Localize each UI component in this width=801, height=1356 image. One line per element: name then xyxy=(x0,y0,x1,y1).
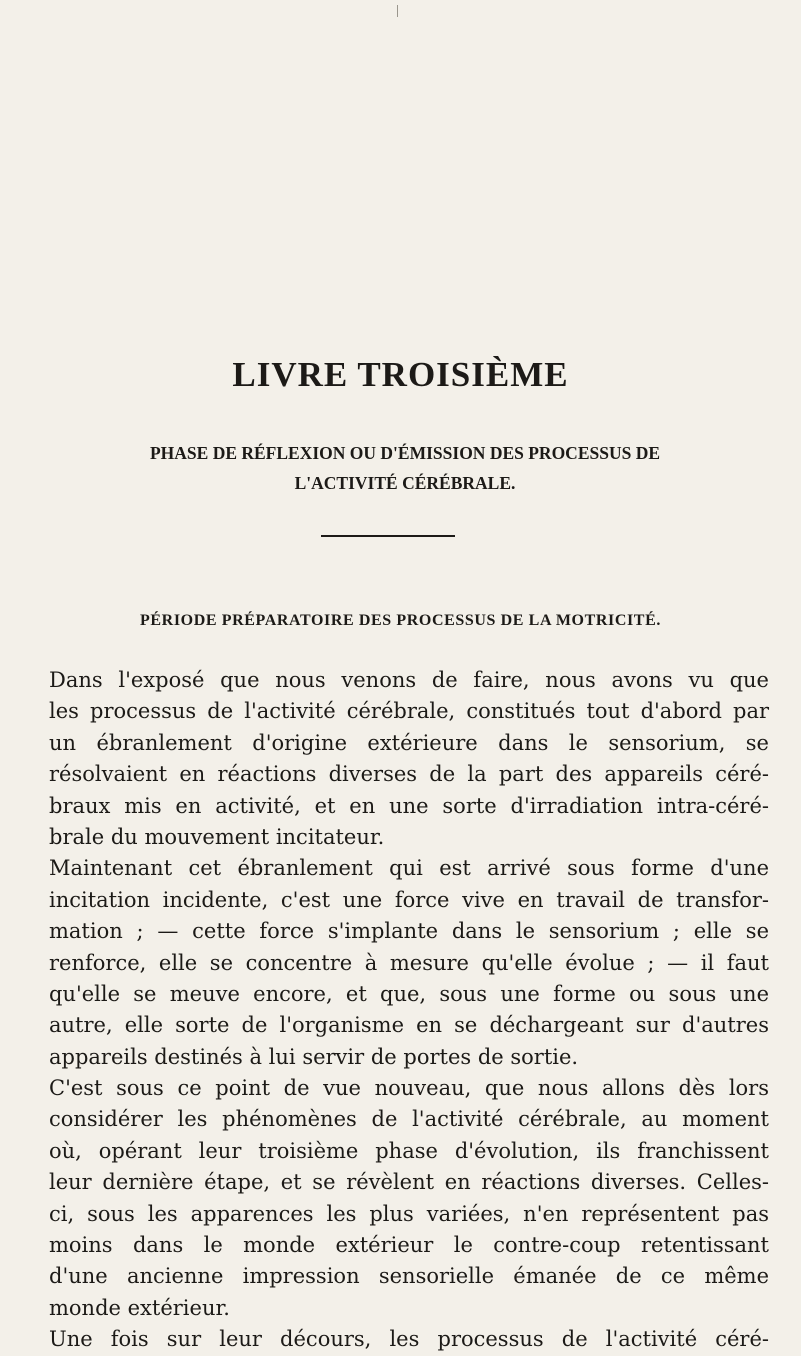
book-title: LIVRE TROISIÈME xyxy=(232,355,569,394)
text-line: où, opérant leur troisième phase d'évolution, ils franchissent xyxy=(49,1138,769,1163)
text-line: Maintenant cet ébranlement qui est arrivé sous forme d'une xyxy=(49,856,769,881)
text-line: appareils destinés à lui servir de portes de sortie. xyxy=(49,1044,579,1069)
text-line: renforce, elle se concentre à mesure qu'elle évolue ; — il faut xyxy=(49,950,769,975)
text-line: résolvaient en réactions diverses de la part des appareils céré- xyxy=(49,762,769,787)
text-line: leur dernière étape, et se révèlent en réactions diverses. Celles- xyxy=(49,1170,769,1195)
divider-rule xyxy=(321,535,455,537)
text-line: les processus de l'activité cérébrale, constitués tout d'abord par xyxy=(49,699,769,724)
text-line: Dans l'exposé que nous venons de faire, nous avons vu que xyxy=(49,668,769,692)
text-line: C'est sous ce point de vue nouveau, que nous allons dès lors xyxy=(49,1076,769,1101)
text-line: autre, elle sorte de l'organisme en se déchargeant sur d'autres xyxy=(49,1013,769,1038)
subtitle-line-1: PHASE DE RÉFLEXION OU D'ÉMISSION DES PROCESSUS DE xyxy=(149,443,661,463)
text-line: d'une ancienne impression sensorielle émanée de ce même xyxy=(49,1264,769,1289)
text-line: moins dans le monde extérieur le contre-coup retentissant xyxy=(49,1233,769,1258)
section-heading: PÉRIODE PRÉPARATOIRE DES PROCESSUS DE LA MOTRICITÉ. xyxy=(140,612,661,629)
text-line: un ébranlement d'origine extérieure dans le sensorium, se xyxy=(49,730,769,755)
text-line: monde extérieur. xyxy=(49,1295,230,1320)
paper-mark xyxy=(397,5,398,17)
subtitle-line-2: L'ACTIVITÉ CÉRÉBRALE. xyxy=(294,473,516,493)
text-line: ci, sous les apparences les plus variées, n'en représentent pas xyxy=(49,1201,769,1226)
body-text xyxy=(49,665,769,1356)
text-line: mation ; — cette force s'implante dans le sensorium ; elle se xyxy=(49,919,769,944)
text-line: brale du mouvement incitateur. xyxy=(49,824,385,849)
text-line: braux mis en activité, et en une sorte d'irradiation intra-céré- xyxy=(49,793,769,818)
chapter-subtitle xyxy=(60,438,750,498)
text-line: incitation incidente, c'est une force vive en travail de transfor- xyxy=(49,887,769,912)
text-line: qu'elle se meuve encore, et que, sous une forme ou sous une xyxy=(49,981,769,1006)
text-line: considérer les phénomènes de l'activité cérébrale, au moment xyxy=(49,1107,769,1132)
text-line: Une fois sur leur décours, les processus de l'activité céré- xyxy=(49,1327,769,1352)
